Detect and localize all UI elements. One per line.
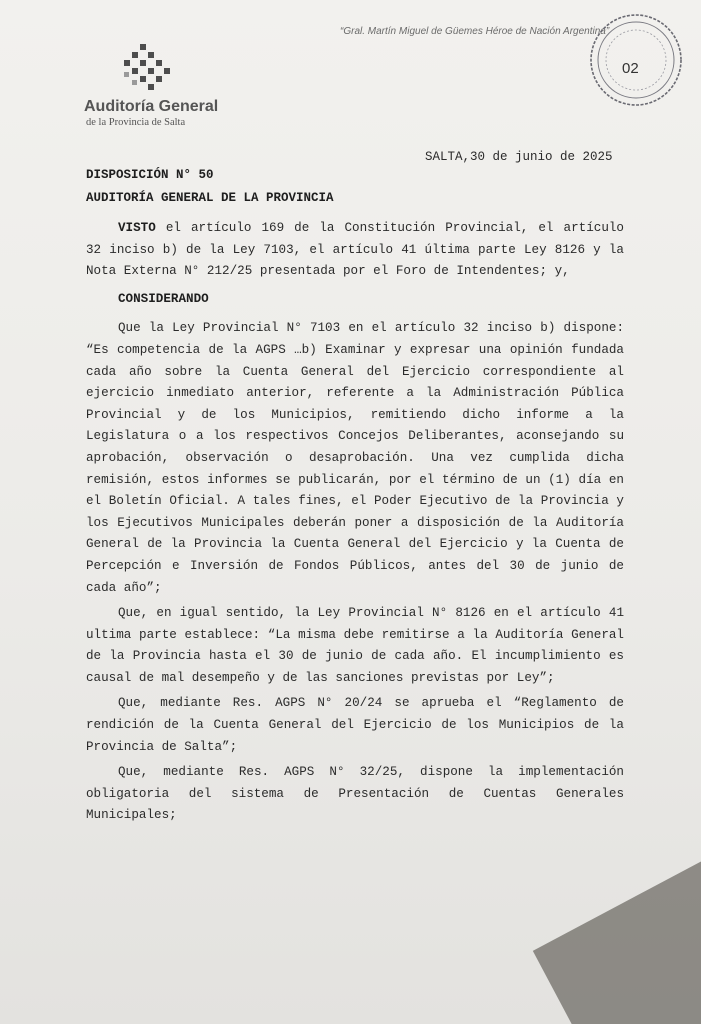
brand-subtitle: de la Provincia de Salta bbox=[86, 117, 186, 128]
visto-text: el artículo 169 de la Constitución Provincial, el artículo 32 inciso b) de la Ley 7103, el artículo 41 última parte Ley 8126 y la Nota Externa N° 212/25 presentada por el Foro de Intendentes; y, bbox=[86, 221, 624, 279]
considerando-heading: CONSIDERANDO bbox=[118, 291, 209, 306]
visto-paragraph bbox=[86, 218, 624, 283]
disposition-title: DISPOSICIÓN N° 50 bbox=[86, 168, 214, 182]
considerando-paragraph-4: Que, mediante Res. AGPS N° 32/25, dispone la implementación obligatoria del sistema de Presentación de Cuentas Generales Municipales; bbox=[86, 765, 624, 823]
issuing-entity: AUDITORÍA GENERAL DE LA PROVINCIA bbox=[86, 191, 334, 205]
visto-lead: VISTO bbox=[118, 221, 156, 235]
header-motto: “Gral. Martín Miguel de Güemes Héroe de Nación Argentina” bbox=[340, 26, 610, 37]
brand-name: Auditoría General bbox=[84, 98, 219, 115]
stamp-number: 02 bbox=[622, 60, 639, 77]
document-body bbox=[86, 218, 624, 831]
considerando-paragraph-3: Que, mediante Res. AGPS N° 20/24 se aprueba el “Reglamento de rendición de la Cuenta General del Ejercicio de los Municipios de la Provincia de Salta”; bbox=[86, 696, 624, 754]
auditoria-logo-icon bbox=[118, 42, 172, 96]
place-date: SALTA,30 de junio de 2025 bbox=[425, 150, 613, 164]
considerando-paragraph-2: Que, en igual sentido, la Ley Provincial N° 8126 en el artículo 41 ultima parte establece: “La misma debe remitirse a la Auditoría General de la Provincia hasta el 30 de junio de cada año. El incumplimiento es causal de mal desempeño y de las sanciones previstas por Ley”; bbox=[86, 606, 624, 685]
considerando-paragraph-1: Que la Ley Provincial N° 7103 en el artículo 32 inciso b) dispone: “Es competencia de la AGPS …b) Examinar y expresar una opinión fundada cada año sobre la Cuenta General del Ejercicio correspondiente al ejercicio inmediato anterior, referente a la Administración Pública Provincial y de los Municipios, remitiendo dicho informe a la Legislatura o a los respectivos Concejos Deliberantes, aconsejando su aprobación, observación o desaprobación. Una vez cumplida dicha remisión, estos informes se publicarán, por el término de un (1) día en el Boletín Oficial. A tales fines, el Poder Ejecutivo de la Provincia y los Ejecutivos Municipales deberán poner a disposición de la Auditoría General de la Provincia la Cuenta General del Ejercicio y la Cuenta de Percepción e Inversión de Fondos Públicos, antes del 30 de junio de cada año”; bbox=[86, 321, 624, 595]
